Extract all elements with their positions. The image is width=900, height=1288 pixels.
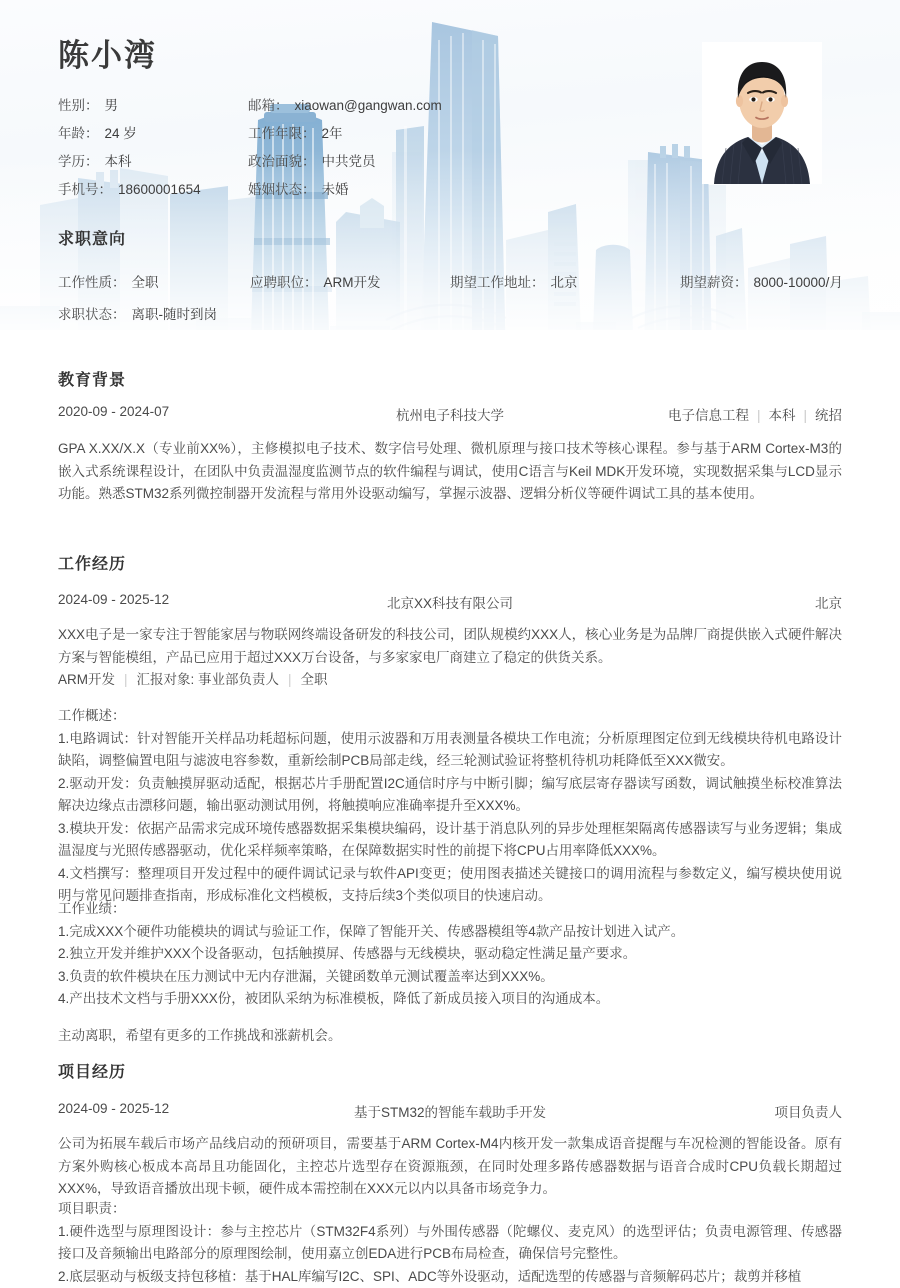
intent-label: 期望薪资： — [680, 275, 748, 290]
work-company: 北京XX科技有限公司 — [58, 592, 842, 612]
info-label: 婚姻状态： — [248, 176, 316, 204]
work-company-intro — [58, 624, 842, 669]
section-title-job-intent: 求职意向 — [58, 226, 126, 249]
work-achievement-label: 工作业绩： — [58, 898, 842, 921]
intent-value: 北京 — [551, 275, 578, 290]
info-label: 性别： — [58, 92, 99, 120]
work-tag-job-type: 全职 — [301, 672, 328, 687]
education-meta — [668, 404, 842, 424]
work-location: 北京 — [815, 592, 842, 612]
info-value: xiaowan@gangwan.com — [295, 92, 442, 120]
info-value: 本科 — [105, 148, 132, 176]
work-overview-block — [58, 705, 842, 908]
section-title-work: 工作经历 — [58, 551, 126, 574]
project-date: 2024-09 - 2025-12 — [58, 1101, 169, 1116]
project-duty-block — [58, 1198, 842, 1288]
education-entry-header — [58, 404, 842, 426]
education-category: 统招 — [815, 408, 842, 423]
info-value: 2年 — [322, 120, 343, 148]
education-degree: 本科 — [768, 408, 795, 423]
separator: | — [757, 408, 761, 423]
info-experience-years — [248, 120, 568, 148]
work-overview-item: 3.模块开发：依据产品需求完成环境传感器数据采集模块编码，设计基于消息队列的异步处理框架隔离传感器读写与业务逻辑；集成温湿度与光照传感器驱动，优化采样频率策略，在保障数据实时性的前提下将CPU占用率降低XXX%。 — [58, 818, 842, 863]
work-achievement-item: 2.独立开发并维护XXX个设备驱动，包括触摸屏、传感器与无线模块，驱动稳定性满足量产要求。 — [58, 943, 842, 966]
intent-value: 离职-随时到岗 — [132, 307, 218, 322]
education-description-text: GPA X.XX/X.X（专业前XX%），主修模拟电子技术、数字信号处理、微机原理与接口技术等核心课程。参与基于ARM Cortex-M3的嵌入式系统课程设计，在团队中负责温湿度监测节点的软件编程与调试，使用C语言与Keil MDK开发环境，实现数据采集与LCD显示功能。熟悉STM32系列微控制器开发流程与常用外设驱动编写，掌握示波器、逻辑分析仪等硬件调试工具的基本使用。 — [58, 438, 842, 506]
intent-label: 工作性质： — [58, 275, 126, 290]
project-background-text: 公司为拓展车载后市场产品线启动的预研项目，需要基于ARM Cortex-M4内核开发一款集成语音提醒与车况检测的智能设备。原有方案外购核心板成本高昂且功能固化，主控芯片选型存在资源瓶颈，在同时处理多路传感器数据与语音合成时CPU负载长期超过XXX%，导致语音播放出现卡顿，硬件成本需控制在XXX元以内以具备市场竞争力。 — [58, 1133, 842, 1201]
intent-label: 期望工作地址： — [450, 275, 545, 290]
project-entry-header — [58, 1101, 842, 1123]
work-tags — [58, 668, 328, 688]
info-row — [58, 176, 698, 204]
intent-value: 全职 — [132, 275, 159, 290]
work-entry-header — [58, 592, 842, 614]
project-duty-item: 1.硬件选型与原理图设计：参与主控芯片（STM32F4系列）与外围传感器（陀螺仪、麦克风）的选型评估；负责电源管理、传感器接口及音频输出电路部分的原理图绘制，使用嘉立创EDA进行PCB布局检查，确保信号完整性。 — [58, 1221, 842, 1266]
separator: | — [124, 672, 128, 687]
info-value: 中共党员 — [322, 148, 376, 176]
info-label: 年龄： — [58, 120, 99, 148]
personal-info-grid — [58, 92, 698, 204]
section-title-project: 项目经历 — [58, 1059, 126, 1082]
project-background — [58, 1133, 842, 1201]
info-label: 邮箱： — [248, 92, 289, 120]
info-education-level — [58, 148, 248, 176]
portrait-photo-icon — [702, 42, 822, 184]
info-value: 未婚 — [322, 176, 349, 204]
intent-job-type — [58, 271, 159, 291]
education-date: 2020-09 - 2024-07 — [58, 404, 169, 419]
intent-salary — [680, 271, 843, 291]
work-overview-label: 工作概述： — [58, 705, 842, 728]
separator: | — [803, 408, 807, 423]
education-description — [58, 438, 842, 506]
education-school: 杭州电子科技大学 — [58, 404, 842, 424]
project-duty-item: 2.底层驱动与板级支持包移植：基于HAL库编写I2C、SPI、ADC等外设驱动，适配选型的传感器与音频解码芯片；裁剪并移植 — [58, 1266, 842, 1288]
info-age — [58, 120, 248, 148]
intent-location — [450, 271, 578, 291]
info-phone — [58, 176, 248, 204]
info-label: 政治面貌： — [248, 148, 316, 176]
project-duty-label: 项目职责： — [58, 1198, 842, 1221]
intent-value: 8000-10000/月 — [754, 275, 843, 290]
info-row — [58, 120, 698, 148]
avatar — [702, 42, 822, 184]
info-value: 24 岁 — [105, 120, 137, 148]
separator: | — [288, 672, 292, 687]
info-political-status — [248, 148, 568, 176]
info-row — [58, 148, 698, 176]
info-value: 18600001654 — [118, 176, 201, 204]
work-company-intro-text: XXX电子是一家专注于智能家居与物联网终端设备研发的科技公司，团队规模约XXX人，核心业务是为品牌厂商提供嵌入式硬件解决方案与智能模组，产品已应用于超过XXX万台设备，与多家家电厂商建立了稳定的供货关系。 — [58, 624, 842, 669]
work-achievement-item: 1.完成XXX个硬件功能模块的调试与验证工作，保障了智能开关、传感器模组等4款产品按计划进入试产。 — [58, 921, 842, 944]
info-value: 男 — [105, 92, 119, 120]
info-email — [248, 92, 568, 120]
candidate-name: 陈小湾 — [58, 36, 157, 76]
intent-position — [250, 271, 381, 291]
info-row — [58, 92, 698, 120]
intent-value: ARM开发 — [324, 275, 381, 290]
work-achievement-block — [58, 898, 842, 1047]
info-label: 手机号： — [58, 176, 112, 204]
intent-status — [58, 303, 217, 323]
work-achievement-item: 4.产出技术文档与手册XXX份，被团队采纳为标准模板，降低了新成员接入项目的沟通成本。 — [58, 988, 842, 1011]
info-gender — [58, 92, 248, 120]
info-label: 工作年限： — [248, 120, 316, 148]
intent-label: 求职状态： — [58, 307, 126, 322]
project-role: 项目负责人 — [775, 1101, 843, 1121]
info-marital-status — [248, 176, 568, 204]
work-tag-position: ARM开发 — [58, 672, 115, 687]
work-date: 2024-09 - 2025-12 — [58, 592, 169, 607]
education-major: 电子信息工程 — [668, 408, 749, 423]
work-overview-item: 2.驱动开发：负责触摸屏驱动适配，根据芯片手册配置I2C通信时序与中断引脚；编写底层寄存器读写函数，调试触摸坐标校准算法解决边缘点击漂移问题，输出驱动测试用例，将触摸响应准确率提升至XXX%。 — [58, 773, 842, 818]
job-intent-row-2 — [0, 303, 900, 327]
work-achievement-item: 3.负责的软件模块在压力测试中无内存泄漏，关键函数单元测试覆盖率达到XXX%。 — [58, 966, 842, 989]
project-name: 基于STM32的智能车载助手开发 — [58, 1101, 842, 1121]
intent-label: 应聘职位： — [250, 275, 318, 290]
work-overview-item: 1.电路调试：针对智能开关样品功耗超标问题，使用示波器和万用表测量各模块工作电流；分析原理图定位到无线模块待机电路设计缺陷，调整偏置电阻与滤波电容参数，重新绘制PCB局部走线，经三轮测试验证将整机待机功耗降低至XXX微安。 — [58, 728, 842, 773]
section-title-education: 教育背景 — [58, 367, 126, 390]
work-tag-report-to: 汇报对象: 事业部负责人 — [137, 672, 280, 687]
work-leave-reason: 主动离职，希望有更多的工作挑战和涨薪机会。 — [58, 1025, 842, 1048]
job-intent-row-1 — [0, 271, 900, 295]
info-label: 学历： — [58, 148, 99, 176]
work-overview-item: 4.文档撰写：整理项目开发过程中的硬件调试记录与软件API变更；使用图表描述关键接口的调用流程与参数定义，编写模块使用说明与常见问题排查指南，形成标准化文档模板，支持后续3个类似项目的快速启动。 — [58, 863, 842, 908]
